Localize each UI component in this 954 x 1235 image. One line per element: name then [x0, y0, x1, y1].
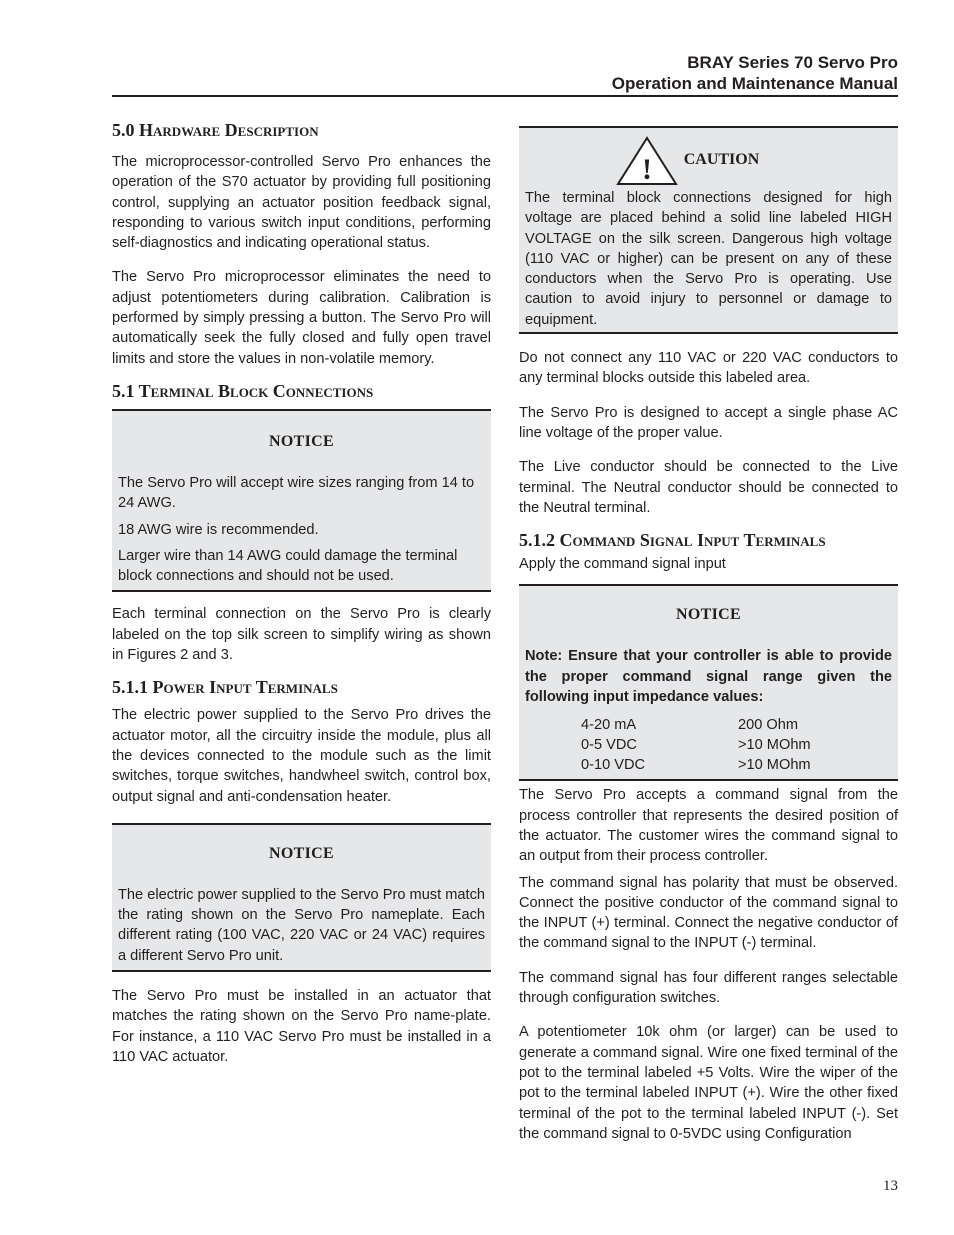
input-impedance: >10 MOhm — [738, 757, 811, 774]
impedance-row — [525, 735, 892, 755]
notice-box-wire-sizes — [112, 409, 491, 592]
paragraph: The Servo Pro must be installed in an actuator that matches the rating shown on the Servo Pro name-plate. For instance, a 110 VAC Servo Pro must be installed in a 110 VAC actuator. — [112, 988, 491, 1065]
notice-title: NOTICE — [269, 432, 334, 450]
notice-box-power — [112, 823, 491, 972]
section-5-1-2-title: 5.1.2 Command Signal Input Terminals — [519, 530, 826, 551]
header-subtitle: Operation and Maintenance Manual — [611, 74, 898, 93]
notice-text: The Servo Pro will accept wire sizes ranging from 14 to 24 AWG. — [118, 474, 475, 512]
notice-text: Note: Ensure that your controller is able to provide the proper command signal range given the following input impedance values: — [525, 648, 892, 706]
section-5-0-title: 5.0 Hardware Description — [112, 120, 319, 140]
paragraph: The electric power supplied to the Servo Pro drives the actuator motor, all the circuitry inside the module, plus all the devices connected to the module such as the limit switches, torque switches, handwheel switch, control box, output signal and anti-condensation heater. — [112, 707, 491, 805]
header-rule — [112, 95, 898, 97]
impedance-row — [525, 755, 892, 775]
caution-text: The terminal block connections designed for high voltage are placed behind a solid line labeled HIGH VOLTAGE on the silk screen. Dangerous high voltage (110 VAC or higher) can be present on any of these conductors when the Servo Pro is operating. Use caution to avoid injury to personnel or damage to equipment. — [525, 190, 892, 328]
signal-range: 0-5 VDC — [581, 737, 637, 754]
paragraph: The Live conductor should be connected to the Live terminal. The Neutral conductor should be connected to the Neutral terminal. — [519, 459, 898, 516]
paragraph: Each terminal connection on the Servo Pro is clearly labeled on the top silk screen to simplify wiring as shown in Figures 2 and 3. — [112, 606, 491, 664]
impedance-table — [525, 715, 892, 775]
page-header — [612, 52, 898, 94]
input-impedance: 200 Ohm — [738, 717, 799, 734]
paragraph: Do not connect any 110 VAC or 220 VAC conductors to any terminal blocks outside this labeled area. — [519, 350, 898, 387]
notice-title: NOTICE — [269, 844, 334, 862]
warning-symbol: ! — [641, 153, 652, 186]
right-column — [519, 126, 898, 1144]
paragraph: The Servo Pro microprocessor eliminates the need to adjust potentiometers during calibration. Calibration is performed by simply pressing a button. The Servo Pro will automatically seek the fully closed and fully open travel limits and store the values in non-volatile memory. — [112, 269, 491, 367]
left-column — [112, 118, 491, 1067]
notice-text: The electric power supplied to the Servo Pro must match the rating shown on the Servo Pro nameplate. Each different rating (100 VAC, 220 VAC or 24 VAC) requires a different Servo Pro unit. — [118, 886, 485, 964]
paragraph: The command signal has four different ranges selectable through configuration switches. — [519, 969, 898, 1007]
paragraph: The microprocessor-controlled Servo Pro enhances the operation of the S70 actuator by providing full positioning control, supplying an actuator position feedback signal, responding to various switch input conditions, performing self-diagnostics and indicating operational status. — [112, 154, 491, 252]
page-number: 13 — [883, 1178, 898, 1194]
section-5-1-1-title: 5.1.1 Power Input Terminals — [112, 677, 338, 698]
caution-header — [483, 134, 892, 188]
notice-text: 18 AWG wire is recommended. — [118, 521, 319, 538]
impedance-row — [525, 715, 892, 735]
section-5-1-title: 5.1 Terminal Block Connections — [112, 380, 374, 401]
paragraph: A potentiometer 10k ohm (or larger) can be used to generate a command signal. Wire one fixed terminal of the pot to the terminal labeled +5 Volts. Wire the wiper of the pot to the terminal labeled INPUT (+). Wire the other fixed terminal of the pot to the terminal labeled INPUT (-). Set the command signal to 0-5VDC using Configuration — [519, 1024, 898, 1142]
notice-title: NOTICE — [676, 606, 741, 624]
notice-box-impedance — [519, 584, 898, 781]
paragraph: The Servo Pro accepts a command signal from the process controller that represents the desired position of the actuator. The customer wires the command signal to an output from their process controller. — [519, 787, 898, 865]
paragraph: The command signal has polarity that must be observed. Connect the positive conductor of the command signal to the INPUT (+) terminal. Connect the negative conductor of the command signal to the INPUT (-) terminal. — [519, 874, 898, 952]
paragraph: Apply the command signal input — [519, 556, 726, 573]
input-impedance: >10 MOhm — [738, 737, 811, 754]
signal-range: 4-20 mA — [581, 717, 637, 734]
notice-text: Larger wire than 14 AWG could damage the terminal block connections and should not be used. — [118, 547, 458, 585]
caution-title: CAUTION — [683, 151, 760, 168]
caution-box — [519, 126, 898, 334]
signal-range: 0-10 VDC — [581, 757, 646, 774]
warning-triangle-icon — [616, 136, 678, 186]
paragraph: The Servo Pro is designed to accept a single phase AC line voltage of the proper value. — [519, 404, 898, 441]
header-title: BRAY Series 70 Servo Pro — [687, 53, 898, 72]
